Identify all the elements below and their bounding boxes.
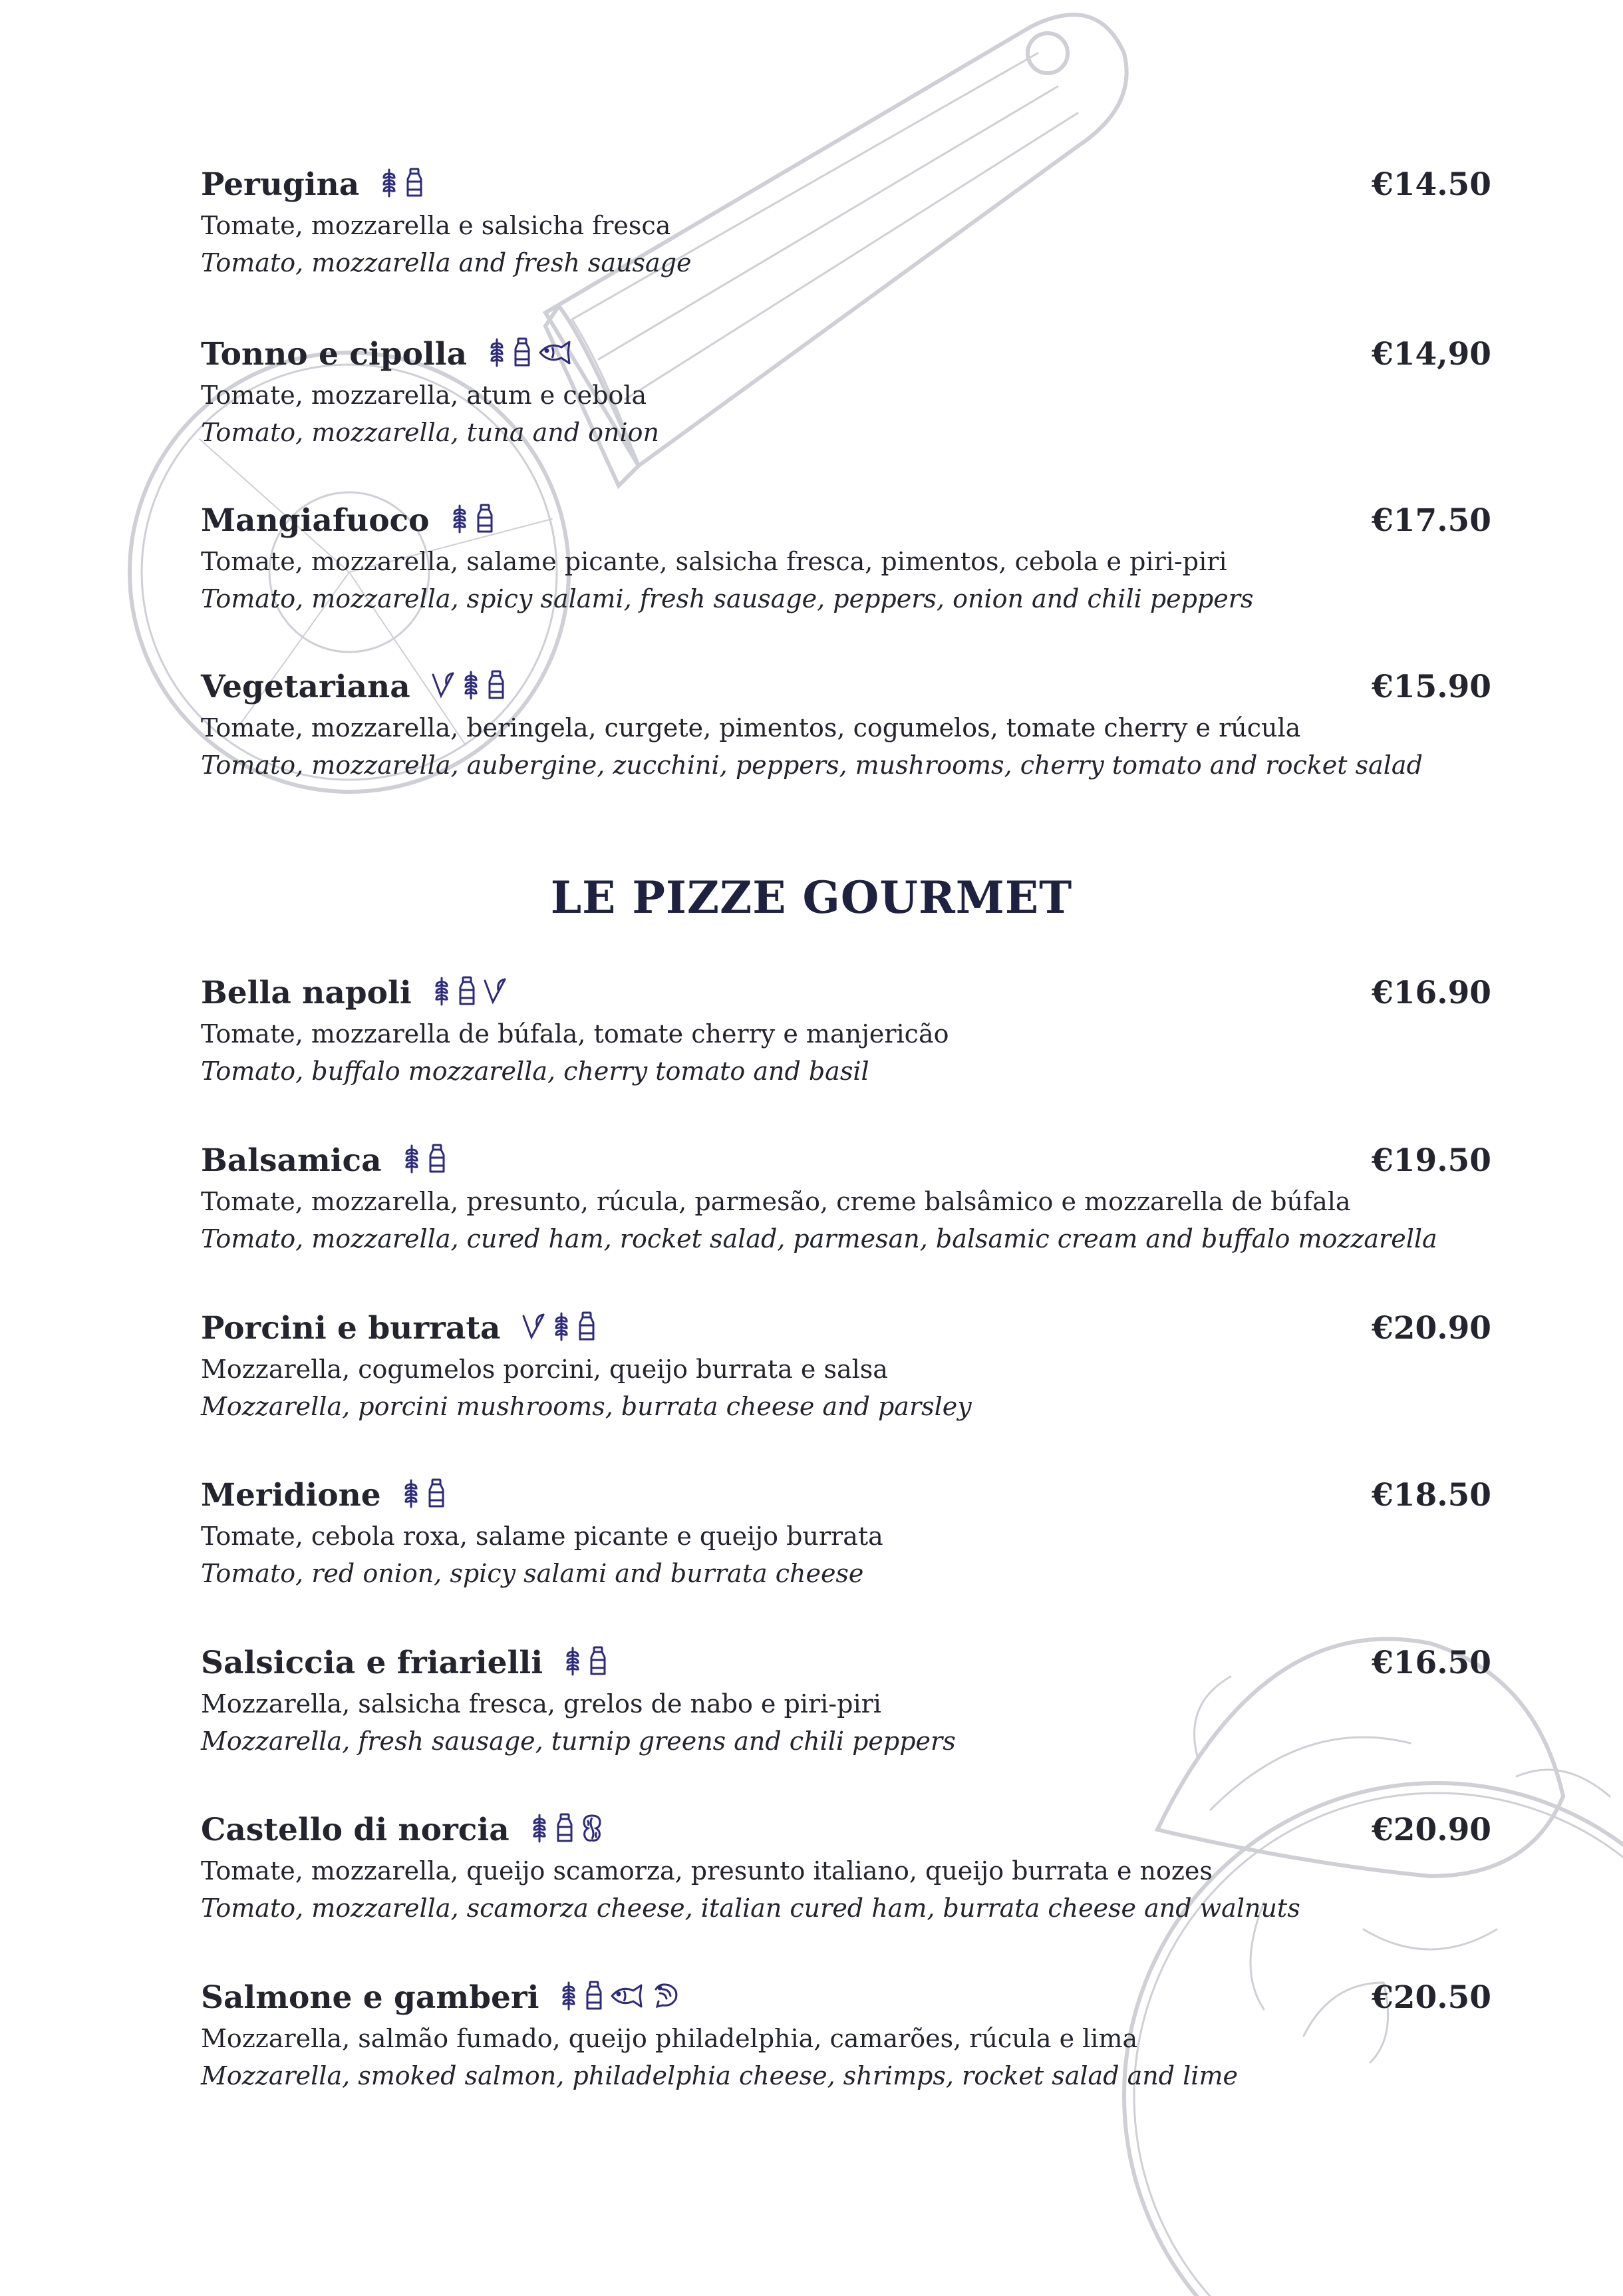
menu-item-header — [201, 1641, 1491, 1685]
menu-item — [201, 499, 1491, 617]
dairy-icon — [427, 1143, 447, 1174]
menu-item-name-text: Salsiccia e friarielli — [201, 1645, 543, 1681]
menu-item — [201, 1976, 1491, 2094]
shellfish-icon — [651, 1980, 680, 2011]
allergen-icons — [379, 167, 430, 199]
menu-item-header — [201, 971, 1491, 1015]
menu-item-name — [201, 1474, 452, 1518]
menu-item-description-pt: Mozzarella, salmão fumado, queijo philadelphia, camarões, rúcula e lima — [201, 2024, 1138, 2053]
menu-item-name — [201, 1139, 452, 1183]
menu-item-name — [201, 499, 500, 543]
menu-item — [201, 971, 1491, 1090]
menu-item-description-en: Tomato, red onion, spicy salami and burrata cheese — [201, 1559, 864, 1588]
vegetarian-icon — [430, 669, 456, 700]
menu-item-description-en: Tomato, mozzarella, tuna and onion — [201, 418, 659, 447]
dairy-icon — [475, 503, 495, 534]
fish-icon — [537, 337, 573, 367]
menu-item — [201, 665, 1491, 784]
menu-item-name — [201, 1641, 613, 1685]
allergen-icons — [521, 1311, 602, 1343]
menu-item-description-en: Tomato, mozzarella, cured ham, rocket salad, parmesan, balsamic cream and buffalo mozzarella — [201, 1224, 1437, 1253]
gluten-icon — [401, 1478, 421, 1508]
allergen-icons — [563, 1645, 613, 1677]
menu-item-name — [201, 971, 513, 1015]
menu-item-price: €17.50 — [1372, 502, 1491, 539]
menu-item-description-en: Mozzarella, fresh sausage, turnip greens and chili peppers — [201, 1726, 956, 1756]
vegetarian-icon — [521, 1311, 546, 1341]
menu-item-description-en: Tomato, mozzarella and fresh sausage — [201, 248, 692, 277]
menu-item-price: €18.50 — [1372, 1477, 1491, 1514]
menu-item — [201, 1474, 1491, 1592]
dairy-icon — [426, 1478, 446, 1508]
allergen-icons — [432, 975, 513, 1007]
allergen-icons — [430, 669, 512, 701]
gluten-icon — [450, 503, 470, 534]
dairy-icon — [512, 337, 532, 367]
menu-item-description-en: Tomato, mozzarella, spicy salami, fresh sausage, peppers, onion and chili peppers — [201, 584, 1254, 613]
menu-item-name-text: Vegetariana — [201, 669, 410, 705]
menu-item-name — [201, 1808, 609, 1852]
gluten-icon — [551, 1311, 571, 1341]
allergen-icons — [487, 337, 579, 369]
allergen-icons — [450, 503, 500, 535]
menu-item-price: €19.50 — [1372, 1142, 1491, 1179]
menu-item-price: €14.50 — [1372, 166, 1491, 203]
menu-item-description-en: Mozzarella, smoked salmon, philadelphia cheese, shrimps, rocket salad and lime — [201, 2061, 1238, 2090]
menu-item-header — [201, 499, 1491, 543]
allergen-icons — [559, 1980, 685, 2012]
menu-item-description-pt: Mozzarella, salsicha fresca, grelos de nabo e piri-piri — [201, 1689, 881, 1719]
dairy-icon — [584, 1980, 604, 2011]
dairy-icon — [588, 1645, 608, 1676]
menu-item-name-text: Mangiafuoco — [201, 502, 430, 539]
menu-item-header — [201, 665, 1491, 709]
menu-item-description-pt: Tomate, mozzarella, atum e cebola — [201, 381, 647, 410]
menu-item-price: €20.90 — [1372, 1310, 1491, 1347]
menu-item — [201, 1139, 1491, 1257]
allergen-icons — [401, 1478, 452, 1510]
vegetarian-icon — [482, 975, 508, 1006]
menu-item-name — [201, 163, 430, 207]
gluten-icon — [432, 975, 452, 1006]
menu-item-header — [201, 1808, 1491, 1852]
dairy-icon — [555, 1812, 575, 1843]
dairy-icon — [457, 975, 477, 1006]
allergen-icons — [529, 1812, 609, 1844]
menu-item-description-pt: Tomate, mozzarella, presunto, rúcula, parmesão, creme balsâmico e mozzarella de búfala — [201, 1187, 1351, 1216]
gluten-icon — [563, 1645, 583, 1676]
menu-item-description-pt: Mozzarella, cogumelos porcini, queijo burrata e salsa — [201, 1355, 888, 1384]
fish-icon — [609, 1980, 645, 2011]
menu-item-price: €20.90 — [1372, 1812, 1491, 1848]
menu-item-price: €16.90 — [1372, 975, 1491, 1011]
menu-item-name-text: Tonno e cipolla — [201, 336, 468, 373]
menu-item-description-pt: Tomate, mozzarella, salame picante, salsicha fresca, pimentos, cebola e piri-piri — [201, 547, 1227, 576]
gluten-icon — [402, 1143, 422, 1174]
menu-item-name — [201, 1976, 685, 2020]
menu-item-description-en: Tomato, mozzarella, scamorza cheese, italian cured ham, burrata cheese and walnuts — [201, 1893, 1300, 1923]
menu-item-description-pt: Tomate, mozzarella, queijo scamorza, presunto italiano, queijo burrata e nozes — [201, 1856, 1213, 1886]
menu-item-header — [201, 333, 1491, 377]
menu-item — [201, 1641, 1491, 1760]
menu-item — [201, 1808, 1491, 1927]
dairy-icon — [577, 1311, 597, 1341]
menu-item-name-text: Meridione — [201, 1477, 381, 1514]
menu-item-price: €16.50 — [1372, 1645, 1491, 1681]
menu-item-price: €15.90 — [1372, 669, 1491, 705]
menu-item — [201, 1307, 1491, 1425]
menu-item-description-en: Tomato, mozzarella, aubergine, zucchini, peppers, mushrooms, cherry tomato and rocket salad — [201, 750, 1423, 780]
menu-item-description-pt: Tomate, cebola roxa, salame picante e queijo burrata — [201, 1522, 883, 1551]
menu-item-price: €14,90 — [1372, 336, 1491, 373]
allergen-icons — [402, 1143, 452, 1175]
menu-item-name-text: Perugina — [201, 166, 360, 203]
gluten-icon — [529, 1812, 549, 1843]
menu-item-name — [201, 333, 579, 377]
menu-item-description-pt: Tomate, mozzarella de búfala, tomate cherry e manjericão — [201, 1019, 949, 1049]
nuts-icon — [580, 1812, 604, 1843]
menu-item-name — [201, 1307, 602, 1351]
gluten-icon — [461, 669, 481, 700]
section-title-gourmet: LE PIZZE GOURMET — [550, 872, 1073, 923]
menu-item-name-text: Porcini e burrata — [201, 1310, 501, 1347]
menu-item-header — [201, 1307, 1491, 1351]
menu-item-header — [201, 1976, 1491, 2020]
menu-item-description-en: Tomato, buffalo mozzarella, cherry tomato and basil — [201, 1057, 869, 1086]
menu-item-description-en: Mozzarella, porcini mushrooms, burrata cheese and parsley — [201, 1392, 972, 1421]
menu-item — [201, 333, 1491, 451]
menu-item-name-text: Balsamica — [201, 1142, 382, 1179]
menu-item-header — [201, 1139, 1491, 1183]
gluten-icon — [379, 167, 399, 198]
menu-item-header — [201, 1474, 1491, 1518]
menu-item-header — [201, 163, 1491, 207]
menu-item-description-pt: Tomate, mozzarella, beringela, curgete, pimentos, cogumelos, tomate cherry e rúcula — [201, 713, 1301, 742]
menu-item-description-pt: Tomate, mozzarella e salsicha fresca — [201, 211, 671, 240]
menu-item-name — [201, 665, 512, 709]
menu-item — [201, 163, 1491, 281]
gluten-icon — [559, 1980, 579, 2011]
menu-item-name-text: Bella napoli — [201, 975, 412, 1011]
dairy-icon — [486, 669, 506, 700]
dairy-icon — [404, 167, 424, 198]
menu-item-name-text: Castello di norcia — [201, 1812, 510, 1848]
menu-item-name-text: Salmone e gamberi — [201, 1979, 539, 2016]
gluten-icon — [487, 337, 507, 367]
menu-item-price: €20.50 — [1372, 1979, 1491, 2016]
